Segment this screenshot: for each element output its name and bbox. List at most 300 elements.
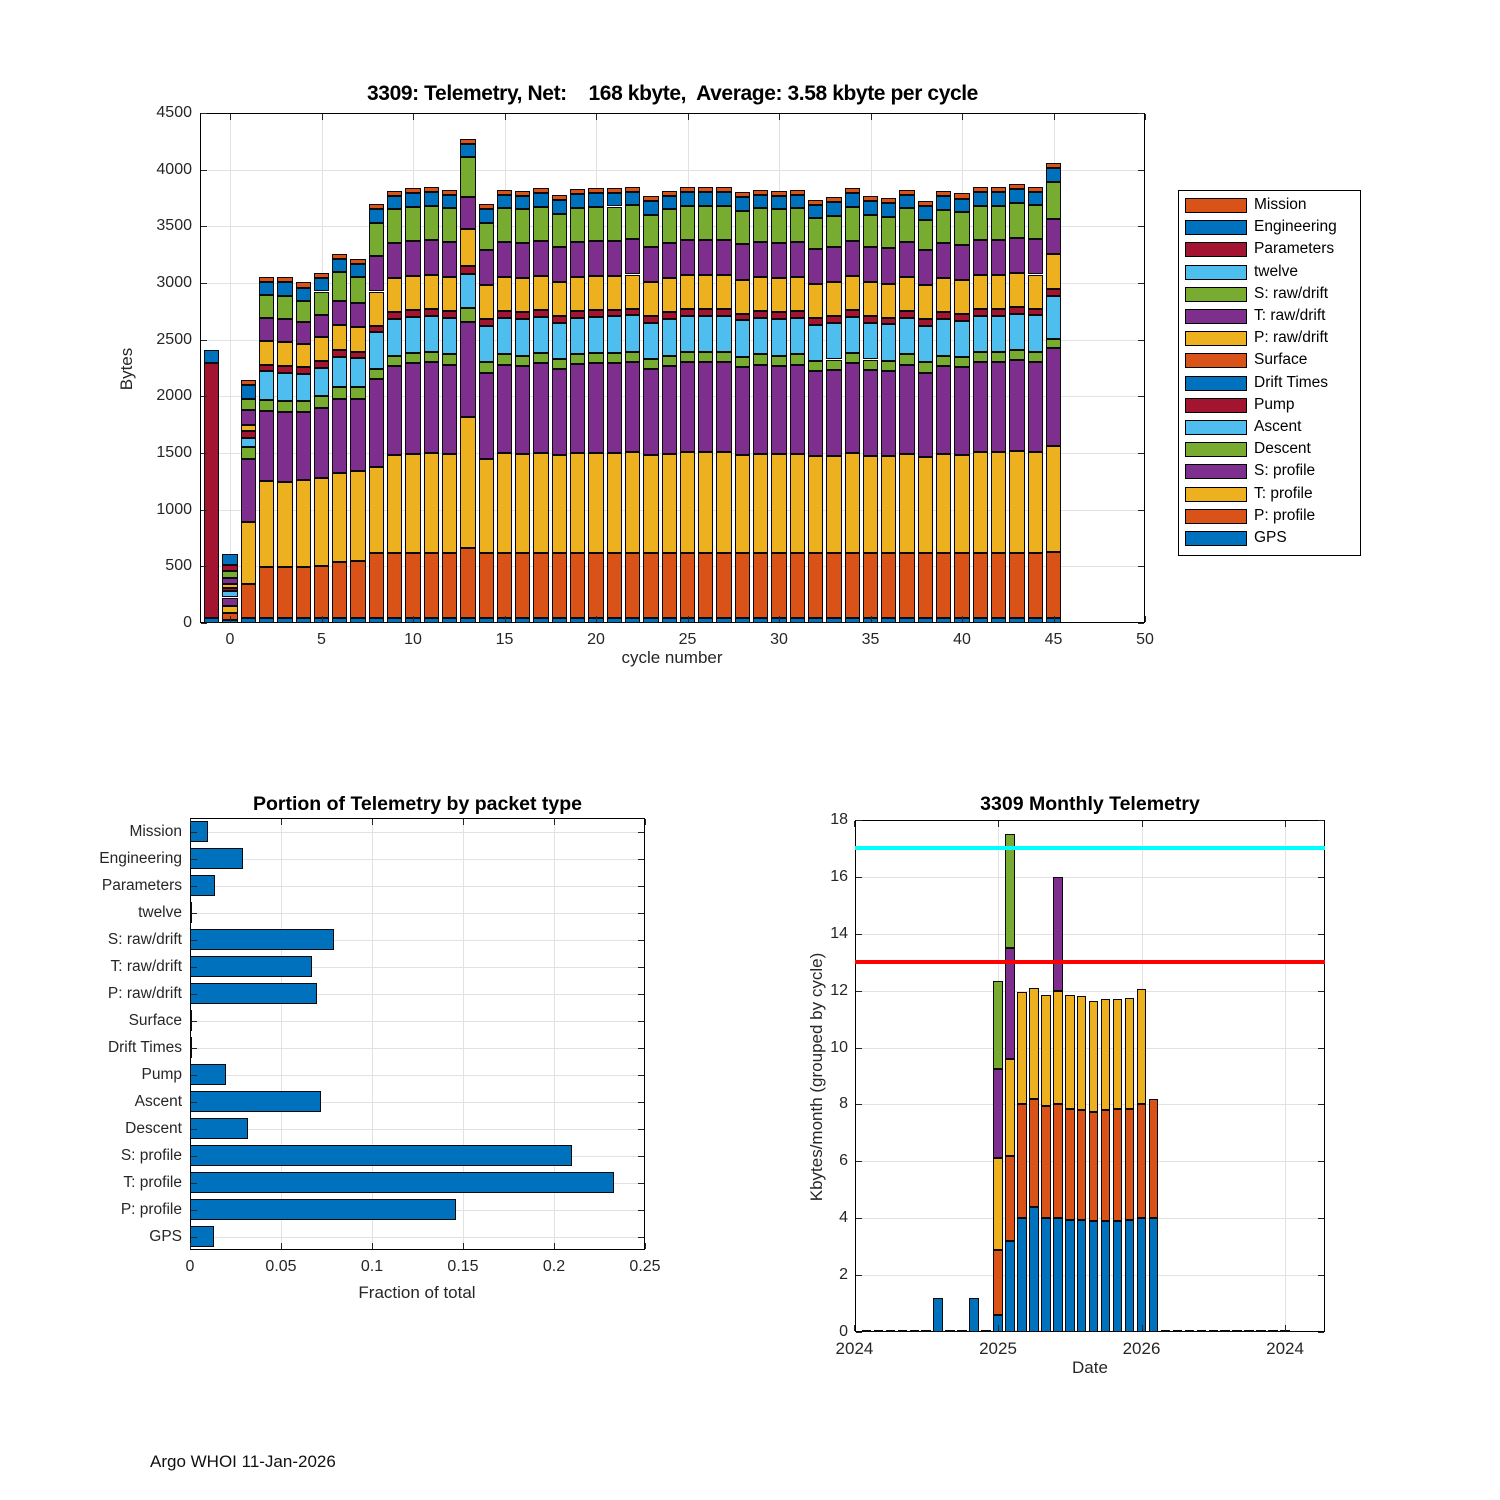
bar-segment-Pprofile [350,561,365,619]
bar-segment-Mission [552,195,567,200]
tick-mark [1318,1161,1324,1162]
tick-mark [1138,453,1144,454]
zero-month-dash [1220,1330,1230,1332]
bar-segment-Pump [222,588,237,591]
tick-mark [638,1129,644,1130]
bar-segment-Mission [497,190,512,195]
tick-mark [201,453,207,454]
gridline [856,877,1324,878]
tick-mark [1138,566,1144,567]
tick-label: T: raw/drift [110,957,182,975]
month-bar-segment [993,1069,1003,1159]
bar-segment-Trawdrift [936,243,951,278]
bar-segment-Srawdrift [552,214,567,247]
bar-segment-GPS [479,618,494,623]
bar-segment-Descent [1028,352,1043,362]
bar-segment-Srawdrift [460,157,475,197]
bar-segment-Srawdrift [515,209,530,243]
bar-segment-Pprofile [899,553,914,619]
tick-mark [1138,170,1144,171]
bar-segment-Pump [460,266,475,274]
bar-segment-Ascent [936,319,951,355]
bar-segment-Srawdrift [863,215,878,247]
tick-mark [372,1243,373,1249]
bar-segment-Sprofile [479,373,494,459]
bar-segment-Descent [899,354,914,364]
legend-row-Prawdrift [1179,328,1360,350]
tick-mark [596,114,597,120]
zero-month-dash [1209,1330,1219,1332]
zero-month-dash [1256,1330,1266,1332]
tick-mark [191,1210,197,1211]
legend-row-Ascent [1179,417,1360,439]
month-bar-segment [1017,1218,1027,1332]
bar-segment-Prawdrift [424,275,439,309]
bar-segment-Ascent [570,318,585,354]
bar-segment-GPS [753,618,768,623]
tick-label: 10 [404,631,422,648]
legend-row-Trawdrift [1179,306,1360,328]
tick-mark [638,1237,644,1238]
bar-segment-Mission [387,191,402,196]
bar-segment-GPS [1028,618,1043,623]
gridline [856,934,1324,935]
bar-segment-Prawdrift [552,282,567,316]
month-bar-segment [1053,991,1063,1105]
bar-segment-Sprofile [899,365,914,454]
tick-mark [191,886,197,887]
legend-label: twelve [1254,262,1298,280]
bar-segment-Sprofile [607,363,622,453]
bar-segment-Prawdrift [991,275,1006,309]
bar-segment-Descent [277,401,292,412]
legend-color-patch [1185,331,1247,346]
legend-color-patch [1185,353,1247,368]
gridline [191,859,644,860]
bar-segment-Ascent [442,318,457,354]
bar-segment-Srawdrift [845,207,860,241]
tick-label: 0.15 [447,1258,479,1275]
legend-row-Tprofile [1179,484,1360,506]
tick-label: 30 [770,631,788,648]
bar-segment-Trawdrift [241,410,256,425]
month-bar-segment [1017,1104,1027,1218]
top-chart-xlabel: cycle number [621,648,723,667]
bar-segment-GPS [698,618,713,623]
bar-segment-Srawdrift [826,216,841,248]
bar-segment-Sprofile [497,365,512,453]
bar-segment-Prawdrift [387,278,402,312]
bar-segment-Descent [296,401,311,412]
bar-segment-Pump [241,431,256,438]
bar-segment-Engineering [1009,189,1024,203]
bar-segment-Sprofile [1009,360,1024,451]
tick-label: 1500 [156,444,192,461]
zero-month-dash [921,1330,931,1332]
bar-segment-Pump [881,318,896,325]
bar-segment-Tprofile [479,459,494,553]
legend-row-GPS [1179,528,1360,550]
bar-segment-Engineering [899,195,914,209]
bar-segment-Engineering [387,196,402,210]
tick-mark [413,616,414,622]
bar-segment-Trawdrift [790,242,805,277]
bar-segment-Pprofile [808,553,823,619]
zero-month-dash [1232,1330,1242,1332]
bar-segment-Pump [1009,307,1024,314]
tick-label: Engineering [99,849,182,867]
gridline [191,832,644,833]
legend-row-Parameters [1179,239,1360,261]
bar-segment-Pump [954,314,969,321]
month-bar-segment [1005,948,1015,1059]
tick-label: 0.05 [265,1258,297,1275]
bar-segment-Engineering [332,259,347,273]
legend-label: T: raw/drift [1254,307,1326,324]
tick-label: Pump [141,1065,182,1083]
bar-segment-Ascent [918,326,933,362]
tick-label: 500 [165,557,192,575]
month-bar-segment [1101,1221,1111,1332]
tick-mark [1138,623,1144,624]
bar-segment-Descent [405,353,420,363]
bar-segment-Descent [424,352,439,362]
bar-segment-Ascent [808,325,823,361]
bar-segment-Sprofile [936,366,951,454]
bar-segment-Pump [1028,309,1043,316]
legend-label: Engineering [1254,218,1337,236]
tick-mark [505,114,506,120]
bar-segment-Tprofile [808,456,823,552]
bar-segment-Pprofile [570,553,585,619]
bar-segment-Mission [405,188,420,193]
bar-segment-Mission [479,204,494,209]
bar-segment-Trawdrift [405,241,420,276]
legend-color-patch [1185,287,1247,302]
bar-segment-Srawdrift [241,399,256,410]
legend-color-patch [1185,487,1247,502]
bar-segment-Sprofile [241,459,256,522]
month-bar-segment [1053,877,1063,991]
legend-color-patch [1185,509,1247,524]
month-bar-segment [1065,1109,1075,1220]
bar-segment-Ascent [259,371,274,399]
bar-segment-Tprofile [515,454,530,553]
tick-mark [998,821,999,827]
bar-segment-GPS [625,618,640,623]
tick-mark [1142,821,1143,827]
tick-mark [1318,1104,1324,1105]
gridline [201,170,1144,171]
bar-segment-Trawdrift [716,240,731,275]
bar-segment-Sprofile [826,370,841,456]
tick-label: 18 [830,811,848,828]
bar-segment-Prawdrift [918,285,933,319]
bar-segment-Pump [936,312,951,319]
bar-segment-Tprofile [570,453,585,553]
bar-segment-Mission [332,254,347,259]
bar-segment-Sprofile [1046,348,1061,446]
bar-segment-GPS [826,618,841,623]
bar-segment-GPS [643,618,658,623]
bar-segment-Prawdrift [716,275,731,309]
bar-segment-Ascent [350,358,365,387]
tick-mark [463,1243,464,1249]
legend-row-Engineering [1179,217,1360,239]
bar-segment-Prawdrift [973,275,988,309]
bar-segment-Tprofile [460,417,475,548]
legend-label: Drift Times [1254,373,1329,391]
month-bar-segment [1029,1099,1039,1207]
bar-segment-Srawdrift [954,212,969,245]
bar-segment-Trawdrift [643,247,658,282]
bar-segment-Ascent [991,316,1006,352]
bar-segment-Tprofile [387,455,402,552]
bar-segment-Engineering [222,554,237,565]
bar-segment-Tprofile [662,454,677,553]
bar-segment-Trawdrift [973,240,988,275]
bar-segment-Tprofile [881,456,896,552]
bar-segment-Trawdrift [1046,219,1061,254]
bar-segment-Tprofile [533,453,548,553]
bar-segment-Mission [1009,184,1024,189]
bar-segment-Pprofile [936,553,951,619]
bar-segment-Mission [607,188,622,193]
bar-segment-Trawdrift [826,247,841,282]
bar-segment-Sprofile [424,362,439,453]
bar-segment-Pprofile [771,553,786,619]
bar-segment-Mission [643,196,658,201]
tick-label: 45 [1044,631,1063,648]
bar-segment-Ascent [863,323,878,359]
zero-month-dash [1197,1330,1207,1332]
month-bar-segment [993,1158,1003,1249]
bar-segment-Engineering [625,192,640,206]
tick-mark [688,114,689,120]
bar-segment-Engineering [881,203,896,217]
bar-segment-Sprofile [405,363,420,454]
zero-month-dash [886,1330,896,1332]
bar-segment-Srawdrift [1009,203,1024,238]
month-bar-segment [1017,992,1027,1104]
bar-segment-Tprofile [350,471,365,561]
bar-segment-Engineering [570,194,585,208]
bar-segment-Sprofile [296,412,311,480]
bar-segment-Srawdrift [479,223,494,250]
legend-color-patch [1185,309,1247,324]
bar-segment-Mission [863,196,878,201]
hbar-Ascent [190,1091,321,1112]
bar-segment-GPS [570,618,585,623]
bar-segment-Pprofile [460,548,475,618]
bar-segment-Mission [991,187,1006,192]
tick-mark [856,1275,862,1276]
bar-segment-Engineering [259,282,274,296]
tick-label: 6 [839,1152,848,1170]
bar-segment-Trawdrift [350,303,365,327]
bar-segment-Ascent [533,317,548,353]
tick-mark [638,1183,644,1184]
tick-mark [1138,113,1144,114]
bar-segment-Prawdrift [881,284,896,318]
month-bar-segment [1113,1109,1123,1221]
bar-segment-Tprofile [625,452,640,552]
month-bar-segment [1137,1104,1147,1218]
bar-segment-Srawdrift [332,272,347,300]
tick-mark [1138,396,1144,397]
bar-segment-Descent [387,356,402,366]
tick-mark [638,859,644,860]
zero-month-dash [1173,1330,1183,1332]
bar-segment-Mission [845,188,860,193]
month-bar-segment [1113,999,1123,1109]
month-bar-segment [1089,1112,1099,1222]
bar-segment-Tprofile [918,457,933,553]
bar-segment-Descent [680,352,695,362]
month-bar-segment [1101,999,1111,1110]
month-bar-segment [1005,1156,1015,1241]
bar-segment-Ascent [735,320,750,356]
bar-segment-Pprofile [552,553,567,619]
gridline [191,1237,644,1238]
bar-segment-Descent [753,354,768,364]
bar-segment-Pump [991,309,1006,316]
bar-segment-Pump [973,309,988,316]
bar-segment-Srawdrift [790,208,805,242]
bar-segment-Descent [515,356,530,366]
bar-segment-Pprofile [735,553,750,619]
bar-segment-Trawdrift [735,244,750,279]
bar-segment-Sprofile [570,364,585,453]
bar-segment-Mission [826,197,841,202]
month-bar-segment [1101,1110,1111,1221]
bar-segment-Srawdrift [698,206,713,240]
bar-segment-Prawdrift [479,285,494,319]
bar-segment-Engineering [808,205,823,219]
bar-segment-Mission [570,189,585,194]
bar-segment-Pump [277,366,292,373]
bar-segment-Mission [698,187,713,192]
legend-label: P: profile [1254,506,1316,524]
bar-segment-Pprofile [442,553,457,619]
bar-segment-Ascent [826,323,841,359]
bar-segment-Prawdrift [1028,275,1043,309]
bar-segment-Tprofile [1028,452,1043,553]
bar-segment-Prawdrift [241,425,256,432]
tick-label: 0.1 [360,1258,384,1275]
month-bar-segment [1089,1001,1099,1112]
tick-label: 5 [317,631,326,648]
bar-segment-Prawdrift [1009,273,1024,307]
month-bar-segment [993,1250,1003,1315]
bar-segment-Engineering [515,196,530,210]
tick-mark [962,114,963,120]
gridline [856,991,1324,992]
zero-month-dash [945,1330,955,1332]
tick-label: 25 [678,631,697,648]
bar-segment-Descent [954,357,969,367]
bar-segment-Prawdrift [771,278,786,312]
bar-segment-Tprofile [552,455,567,552]
legend-color-patch [1185,398,1247,413]
bar-segment-Pump [570,311,585,318]
bar-segment-Pump [918,319,933,326]
tick-label: 2024 [835,1339,874,1358]
bar-segment-Descent [863,360,878,370]
bar-segment-Srawdrift [424,206,439,240]
bar-segment-Srawdrift [643,215,658,247]
month-bar-segment [1029,988,1039,1099]
month-bar-segment [1041,1106,1051,1218]
bar-segment-Prawdrift [442,277,457,311]
bar-segment-Trawdrift [552,247,567,282]
bar-segment-Engineering [479,209,494,223]
bar-segment-Descent [662,356,677,366]
bar-segment-Srawdrift [716,206,731,240]
tick-mark [638,1048,644,1049]
month-bar-segment [1137,989,1147,1104]
bar-segment-Descent [845,353,860,363]
month-bar-segment [993,981,1003,1069]
bar-segment-Mission [460,139,475,144]
bar-segment-Srawdrift [899,208,914,242]
tick-mark [856,877,862,878]
bar-segment-Sprofile [460,322,475,417]
bar-segment-Descent [735,357,750,367]
bar-segment-GPS [973,618,988,623]
tick-mark [638,1156,644,1157]
tick-label: Parameters [101,876,182,894]
bar-segment-Descent [973,352,988,362]
bar-segment-Descent [881,361,896,371]
bar-segment-Ascent [973,316,988,352]
bar-segment-Sprofile [735,367,750,455]
bar-segment-Trawdrift [387,243,402,278]
bar-segment-Pump [497,311,512,318]
legend-label: Mission [1254,196,1307,213]
bar-segment-Engineering [863,201,878,215]
tick-mark [1054,616,1055,622]
tick-label: S: raw/drift [107,930,182,948]
tick-mark [856,1218,862,1219]
bar-segment-Sprofile [643,369,658,455]
bar-segment-Ascent [552,323,567,359]
hbar-Prawdrift [190,983,317,1004]
bar-segment-Pprofile [533,553,548,619]
month-bar-segment [1125,998,1135,1109]
bar-segment-Pprofile [497,553,512,619]
hbar-Engineering [190,848,243,869]
bar-segment-Ascent [460,274,475,308]
bar-segment-Descent [259,400,274,411]
bar-segment-Descent [936,356,951,366]
tick-mark [1318,1218,1324,1219]
legend-label: T: profile [1254,484,1313,502]
tick-mark [1285,1325,1286,1331]
bar-segment-Sprofile [387,366,402,456]
bar-segment-Ascent [625,315,640,351]
bar-segment-Prawdrift [588,276,603,310]
bar-segment-Engineering [314,278,329,292]
tick-label: 8 [839,1095,848,1113]
bar-segment-Prawdrift [643,282,658,316]
bar-segment-Engineering [918,206,933,220]
bar-segment-Pump [643,316,658,323]
bar-segment-Trawdrift [515,243,530,278]
tick-mark [191,1156,197,1157]
month-bar-segment [969,1298,979,1332]
hbar-Descent [190,1118,248,1139]
